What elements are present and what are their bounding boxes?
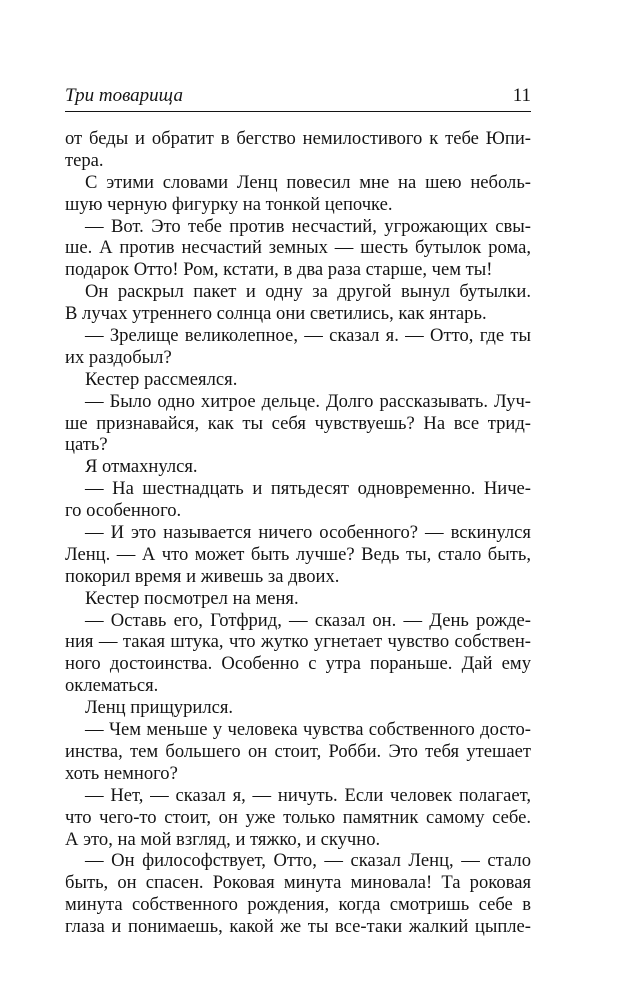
text-line: С этими словами Ленц повесил мне на шею неболь- <box>85 171 531 193</box>
text-line: Я отмахнулся. <box>85 456 198 478</box>
text-line: что чего-то стоит, он уже только памятник самому себе. <box>65 806 531 828</box>
text-line: Ленц прищурился. <box>85 697 234 719</box>
text-line: Он раскрыл пакет и одну за другой вынул бутылки. <box>85 281 531 303</box>
text-line: шую черную фигурку на тонкой цепочке. <box>65 193 393 215</box>
body-text <box>65 128 531 938</box>
text-line: ного достоинства. Особенно с утра пораньше. Дай ему <box>65 653 531 675</box>
text-line: их раздобыл? <box>65 346 172 368</box>
text-line: — Чем меньше у человека чувства собственного досто- <box>85 719 531 741</box>
header-rule <box>65 111 531 112</box>
text-line: минута собственного рождения, когда смотришь себе в <box>65 894 531 916</box>
text-line: инства, тем большего он стоит, Робби. Это тебя утешает <box>65 740 531 762</box>
text-line: тера. <box>65 149 104 171</box>
running-header <box>65 84 531 110</box>
page-number: 11 <box>512 85 531 106</box>
book-title: Три товарища <box>65 85 183 106</box>
text-line: глаза и понимаешь, какой же ты все-таки жалкий цыпле- <box>65 916 531 938</box>
text-line: В лучах утреннего солнца они светились, как янтарь. <box>65 303 487 325</box>
text-line: Кестер рассмеялся. <box>85 368 238 390</box>
text-line: — Вот. Это тебе против несчастий, угрожающих свы- <box>85 215 531 237</box>
text-line: Кестер посмотрел на меня. <box>85 587 299 609</box>
text-line: — Он философствует, Отто, — сказал Ленц, — стало <box>85 850 531 872</box>
text-line: го особенного. <box>65 500 182 522</box>
text-line: — Было одно хитрое дельце. Долго рассказывать. Луч- <box>85 390 531 412</box>
text-line: — Оставь его, Готфрид, — сказал он. — День рожде- <box>85 609 531 631</box>
text-line: — На шестнадцать и пятьдесят одновременно. Ниче- <box>85 478 531 500</box>
text-line: — Нет, — сказал я, — ничуть. Если человек полагает, <box>85 784 531 806</box>
text-line: ше. А против несчастий земных — шесть бутылок рома, <box>65 237 531 259</box>
text-line: оклематься. <box>65 675 159 697</box>
text-line: — И это называется ничего особенного? — вскинулся <box>85 522 531 544</box>
text-line: хоть немного? <box>65 762 178 784</box>
text-line: — Зрелище великолепное, — сказал я. — Отто, где ты <box>85 325 531 347</box>
text-line: покорил время и живешь за двоих. <box>65 565 340 587</box>
text-line: цать? <box>65 434 108 456</box>
text-line: А это, на мой взгляд, и тяжко, и скучно. <box>65 828 381 850</box>
text-line: подарок Отто! Ром, кстати, в два раза старше, чем ты! <box>65 259 493 281</box>
text-line: от беды и обратит в бегство немилостивого к тебе Юпи- <box>65 128 531 149</box>
text-line: Ленц. — А что может быть лучше? Ведь ты, стало быть, <box>65 543 531 565</box>
text-line: ния — такая штука, что жутко угнетает чувство собствен- <box>65 631 531 653</box>
text-line: ше признавайся, как ты себя чувствуешь? На все трид- <box>65 412 531 434</box>
text-line: быть, он спасен. Роковая минута миновала! Та роковая <box>65 872 531 894</box>
